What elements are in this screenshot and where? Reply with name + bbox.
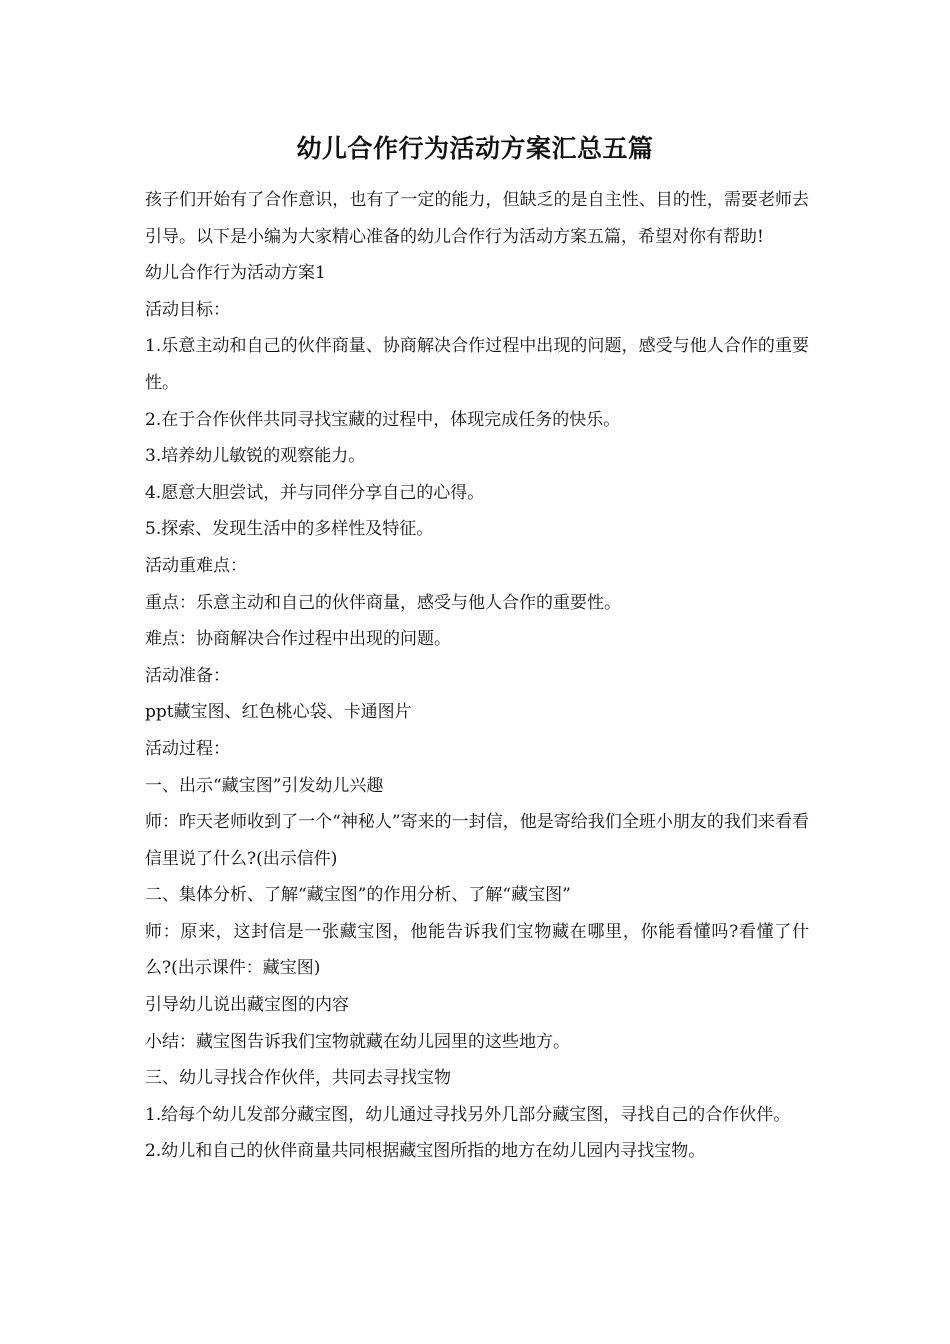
document-body [145,182,809,1170]
step-heading: 三、幼儿寻找合作伙伴，共同去寻找宝物 [145,1068,451,1089]
paragraph: 引导幼儿说出藏宝图的内容 [145,995,349,1016]
list-item: 3.培养幼儿敏锐的观察能力。 [145,446,366,467]
step-heading: 一、出示“藏宝图”引发幼儿兴趣 [145,775,384,796]
step-heading: 二、集体分析、了解“藏宝图”的作用分析、了解“藏宝图” [145,885,571,906]
intro-paragraph: 孩子们开始有了合作意识，也有了一定的能力，但缺乏的是自主性、目的性，需要老师去引导。以下是小编为大家精心准备的幼儿合作行为活动方案五篇，希望对你有帮助! [145,190,809,247]
subsection-heading: 活动目标： [145,299,230,320]
paragraph: ppt藏宝图、红色桃心袋、卡通图片 [145,702,412,723]
paragraph: 难点：协商解决合作过程中出现的问题。 [145,629,451,650]
subsection-heading: 活动准备： [145,665,230,686]
subsection-heading: 活动过程： [145,738,230,759]
document-title: 幼儿合作行为活动方案汇总五篇 [296,134,654,163]
paragraph: 小结：藏宝图告诉我们宝物就藏在幼儿园里的这些地方。 [145,1031,570,1052]
paragraph: 师：原来，这封信是一张藏宝图，他能告诉我们宝物藏在哪里，你能看懂吗?看懂了什么?(出示课件：藏宝图) [145,921,809,979]
list-item: 2.幼儿和自己的伙伴商量共同根据藏宝图所指的地方在幼儿园内寻找宝物。 [145,1141,706,1162]
list-item: 4.愿意大胆尝试，并与同伴分享自己的心得。 [145,482,485,503]
paragraph: 师：昨天老师收到了一个“神秘人”寄来的一封信，他是寄给我们全班小朋友的我们来看看信里说了什么?(出示信件) [145,812,809,869]
list-item: 2.在于合作伙伴共同寻找宝藏的过程中，体现完成任务的快乐。 [145,409,621,430]
list-item: 1.给每个幼儿发部分藏宝图，幼儿通过寻找另外几部分藏宝图，寻找自己的合作伙伴。 [145,1104,791,1125]
section-heading: 幼儿合作行为活动方案1 [145,263,326,284]
paragraph: 重点：乐意主动和自己的伙伴商量，感受与他人合作的重要性。 [145,592,621,613]
list-item: 5.探索、发现生活中的多样性及特征。 [145,519,434,540]
subsection-heading: 活动重难点： [145,555,247,576]
list-item: 1.乐意主动和自己的伙伴商量、协商解决合作过程中出现的问题，感受与他人合作的重要性。 [145,336,809,393]
